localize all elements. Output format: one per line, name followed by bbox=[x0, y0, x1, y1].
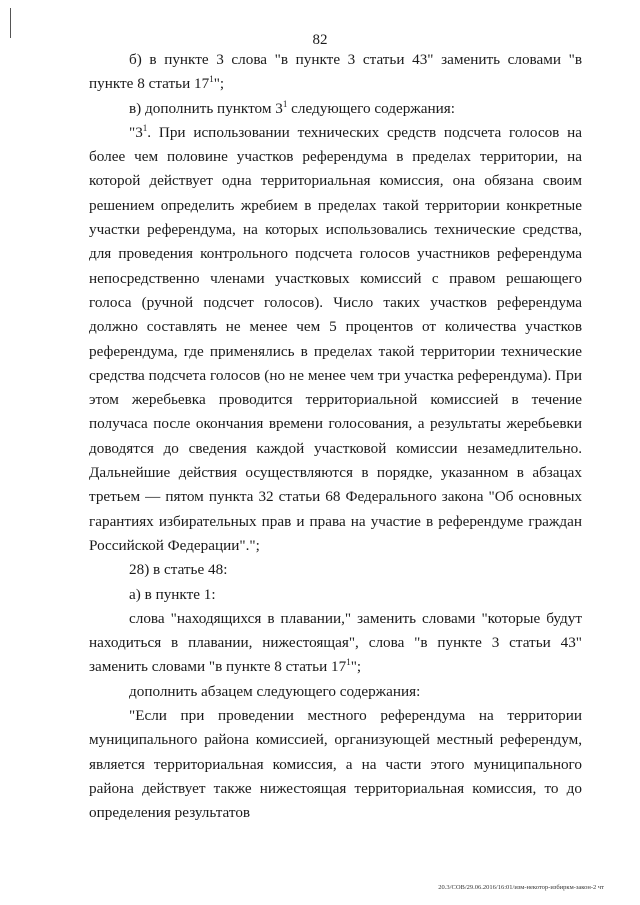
paragraph-b: б) в пункте 3 слова "в пункте 3 статьи 43" заменить словами "в пункте 8 статьи $17^1$"; bbox=[89, 51, 582, 93]
document-body bbox=[89, 48, 582, 826]
footer-filename: 20.3/СОВ/29.06.2016/16:01/изм-некотор-избиркм-закон-2 чт bbox=[438, 884, 604, 891]
paragraph-point-3-1: "$3^1$. При использовании технических средств подсчета голосов на более чем половине участков референдума в пределах территории, на которой действует одна территориальная комиссия, она обязана своим решением определить жребием в пределах такой территории конкретные участки референдума, на которых использовались технические средства, для проведения контрольного подсчета голосов участников референдума непосредственно членами участковых комиссий с правом решающего голоса (ручной подсчет голосов). Число таких участков референдума должно составлять не менее чем 5 процентов от количества участков референдума, где применялись в пределах такой территории технические средства подсчета голосов (но не менее чем три участка референдума). При этом жеребьевка проводится территориальной комиссией в течение получаса после окончания времени голосования, а результаты жеребьевки доводятся до сведения каждой участковой комиссии незамедлительно. Дальнейшие действия осуществляются в порядке, указанном в абзацах третьем — пятом пункта 32 статьи 68 Федерального закона "Об основных гарантиях избирательных прав и права на участие в референдуме граждан Российской Федерации"."; bbox=[89, 122, 582, 554]
paragraph-v: в) дополнить пунктом $3^1$ следующего содержания: bbox=[129, 98, 455, 117]
page-number: 82 bbox=[312, 32, 328, 48]
paragraph-words-replace: слова "находящихся в плавании," заменить словами "которые будут находиться в плавании, нижестоящая", слова "в пункте 3 статьи 43" заменить словами "в пункте 8 статьи $17^1$"; bbox=[89, 609, 582, 676]
paragraph-add-abzac: дополнить абзацем следующего содержания: bbox=[129, 682, 421, 700]
paragraph-28: 28) в статье 48: bbox=[129, 561, 228, 579]
paragraph-a: а) в пункте 1: bbox=[129, 585, 216, 603]
paragraph-esli: "Если при проведении местного референдума на территории муниципального района комиссией, организующей местный референдум, является территориальная комиссия, а на части этого муниципального района действует также нижестоящая территориальная комиссия, то до определения результатов bbox=[89, 707, 582, 822]
